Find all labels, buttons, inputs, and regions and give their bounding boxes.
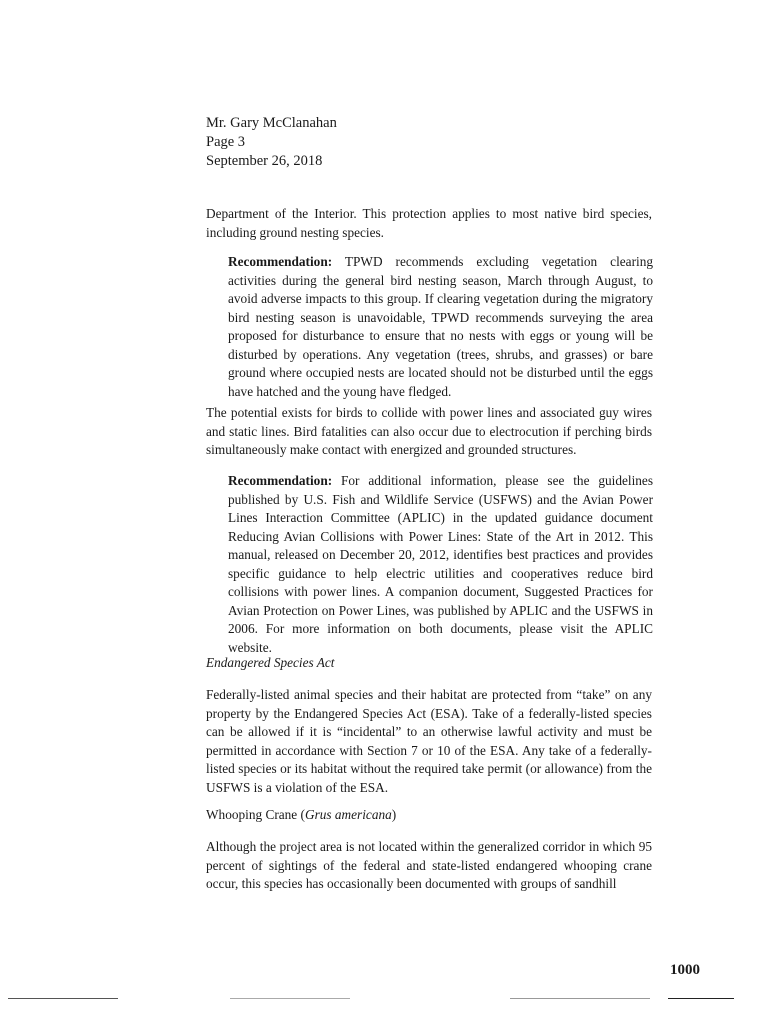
paragraph-protection: Department of the Interior. This protection applies to most native bird species, including ground nesting species.	[206, 206, 652, 240]
letter-header	[206, 114, 337, 171]
recommendation-nesting	[228, 253, 653, 401]
crane-heading-close: )	[391, 807, 397, 822]
scan-artifact-line	[510, 998, 650, 999]
page-label: Page 3	[206, 134, 246, 150]
letter-date: September 26, 2018	[206, 153, 323, 169]
page-number: 1000	[670, 962, 700, 978]
paragraph-esa: Federally-listed animal species and their habitat are protected from “take” on any property by the Endangered Species Act (ESA). Take of a federally-listed species can be allowed if it is “incidental” to an otherwise lawful activity and must be permitted in accordance with Section 7 or 10 of the ESA. Any take of a federally-listed species or its habitat without the required take permit (or allowance) from the USFWS is a violation of the ESA.	[206, 687, 652, 795]
recommendation-text: For additional information, please see the guidelines published by U.S. Fish and Wildlife Service (USFWS) and the Avian Power Lines Interaction Committee (APLIC) in the updated guidance document Reducing Avian Collisions with Power Lines: State of the Art in 2012. This manual, released on December 20, 2012, identifies best practices and provides specific guidance to help electric utilities and cooperatives reduce bird collisions with power lines. A companion document, Suggested Practices for Avian Protection on Power Lines, was published by APLIC and the USFWS in 2006. For more information on both documents, please visit the APLIC website.	[228, 473, 653, 655]
recommendation-label: Recommendation:	[228, 473, 333, 488]
recommendation-text: TPWD recommends excluding vegetation clearing activities during the general bird nesting season, March through August, to avoid adverse impacts to this group. If clearing vegetation during the migratory bird nesting season is unavoidable, TPWD recommends surveying the area proposed for disturbance to ensure that no nests with eggs or young will be disturbed by operations. Any vegetation (trees, shrubs, and grasses) or bare ground where occupied nests are located should not be disturbed until the eggs have hatched and the young have fledged.	[228, 254, 653, 399]
paragraph-whooping-crane: Although the project area is not located within the generalized corridor in which 95 percent of sightings of the federal and state-listed endangered whooping crane occur, this species has occasionally been documented with groups of sandhill	[206, 839, 652, 891]
scan-artifact-line	[8, 998, 118, 999]
recommendation-aplic	[228, 472, 653, 657]
section-heading-esa: Endangered Species Act	[206, 655, 335, 670]
paragraph-power-lines: The potential exists for birds to collide with power lines and associated guy wires and static lines. Bird fatalities can also occur due to electrocution if perching birds simultaneously make contact with energized and grounded structures.	[206, 405, 652, 457]
crane-common-name: Whooping Crane (	[206, 807, 305, 822]
recipient-name: Mr. Gary McClanahan	[206, 115, 337, 131]
section-heading-whooping-crane	[206, 806, 652, 825]
scan-artifact-line	[230, 998, 350, 999]
scan-artifact-line	[668, 998, 734, 999]
recommendation-label: Recommendation:	[228, 254, 333, 269]
crane-scientific-name: Grus americana	[304, 807, 392, 822]
